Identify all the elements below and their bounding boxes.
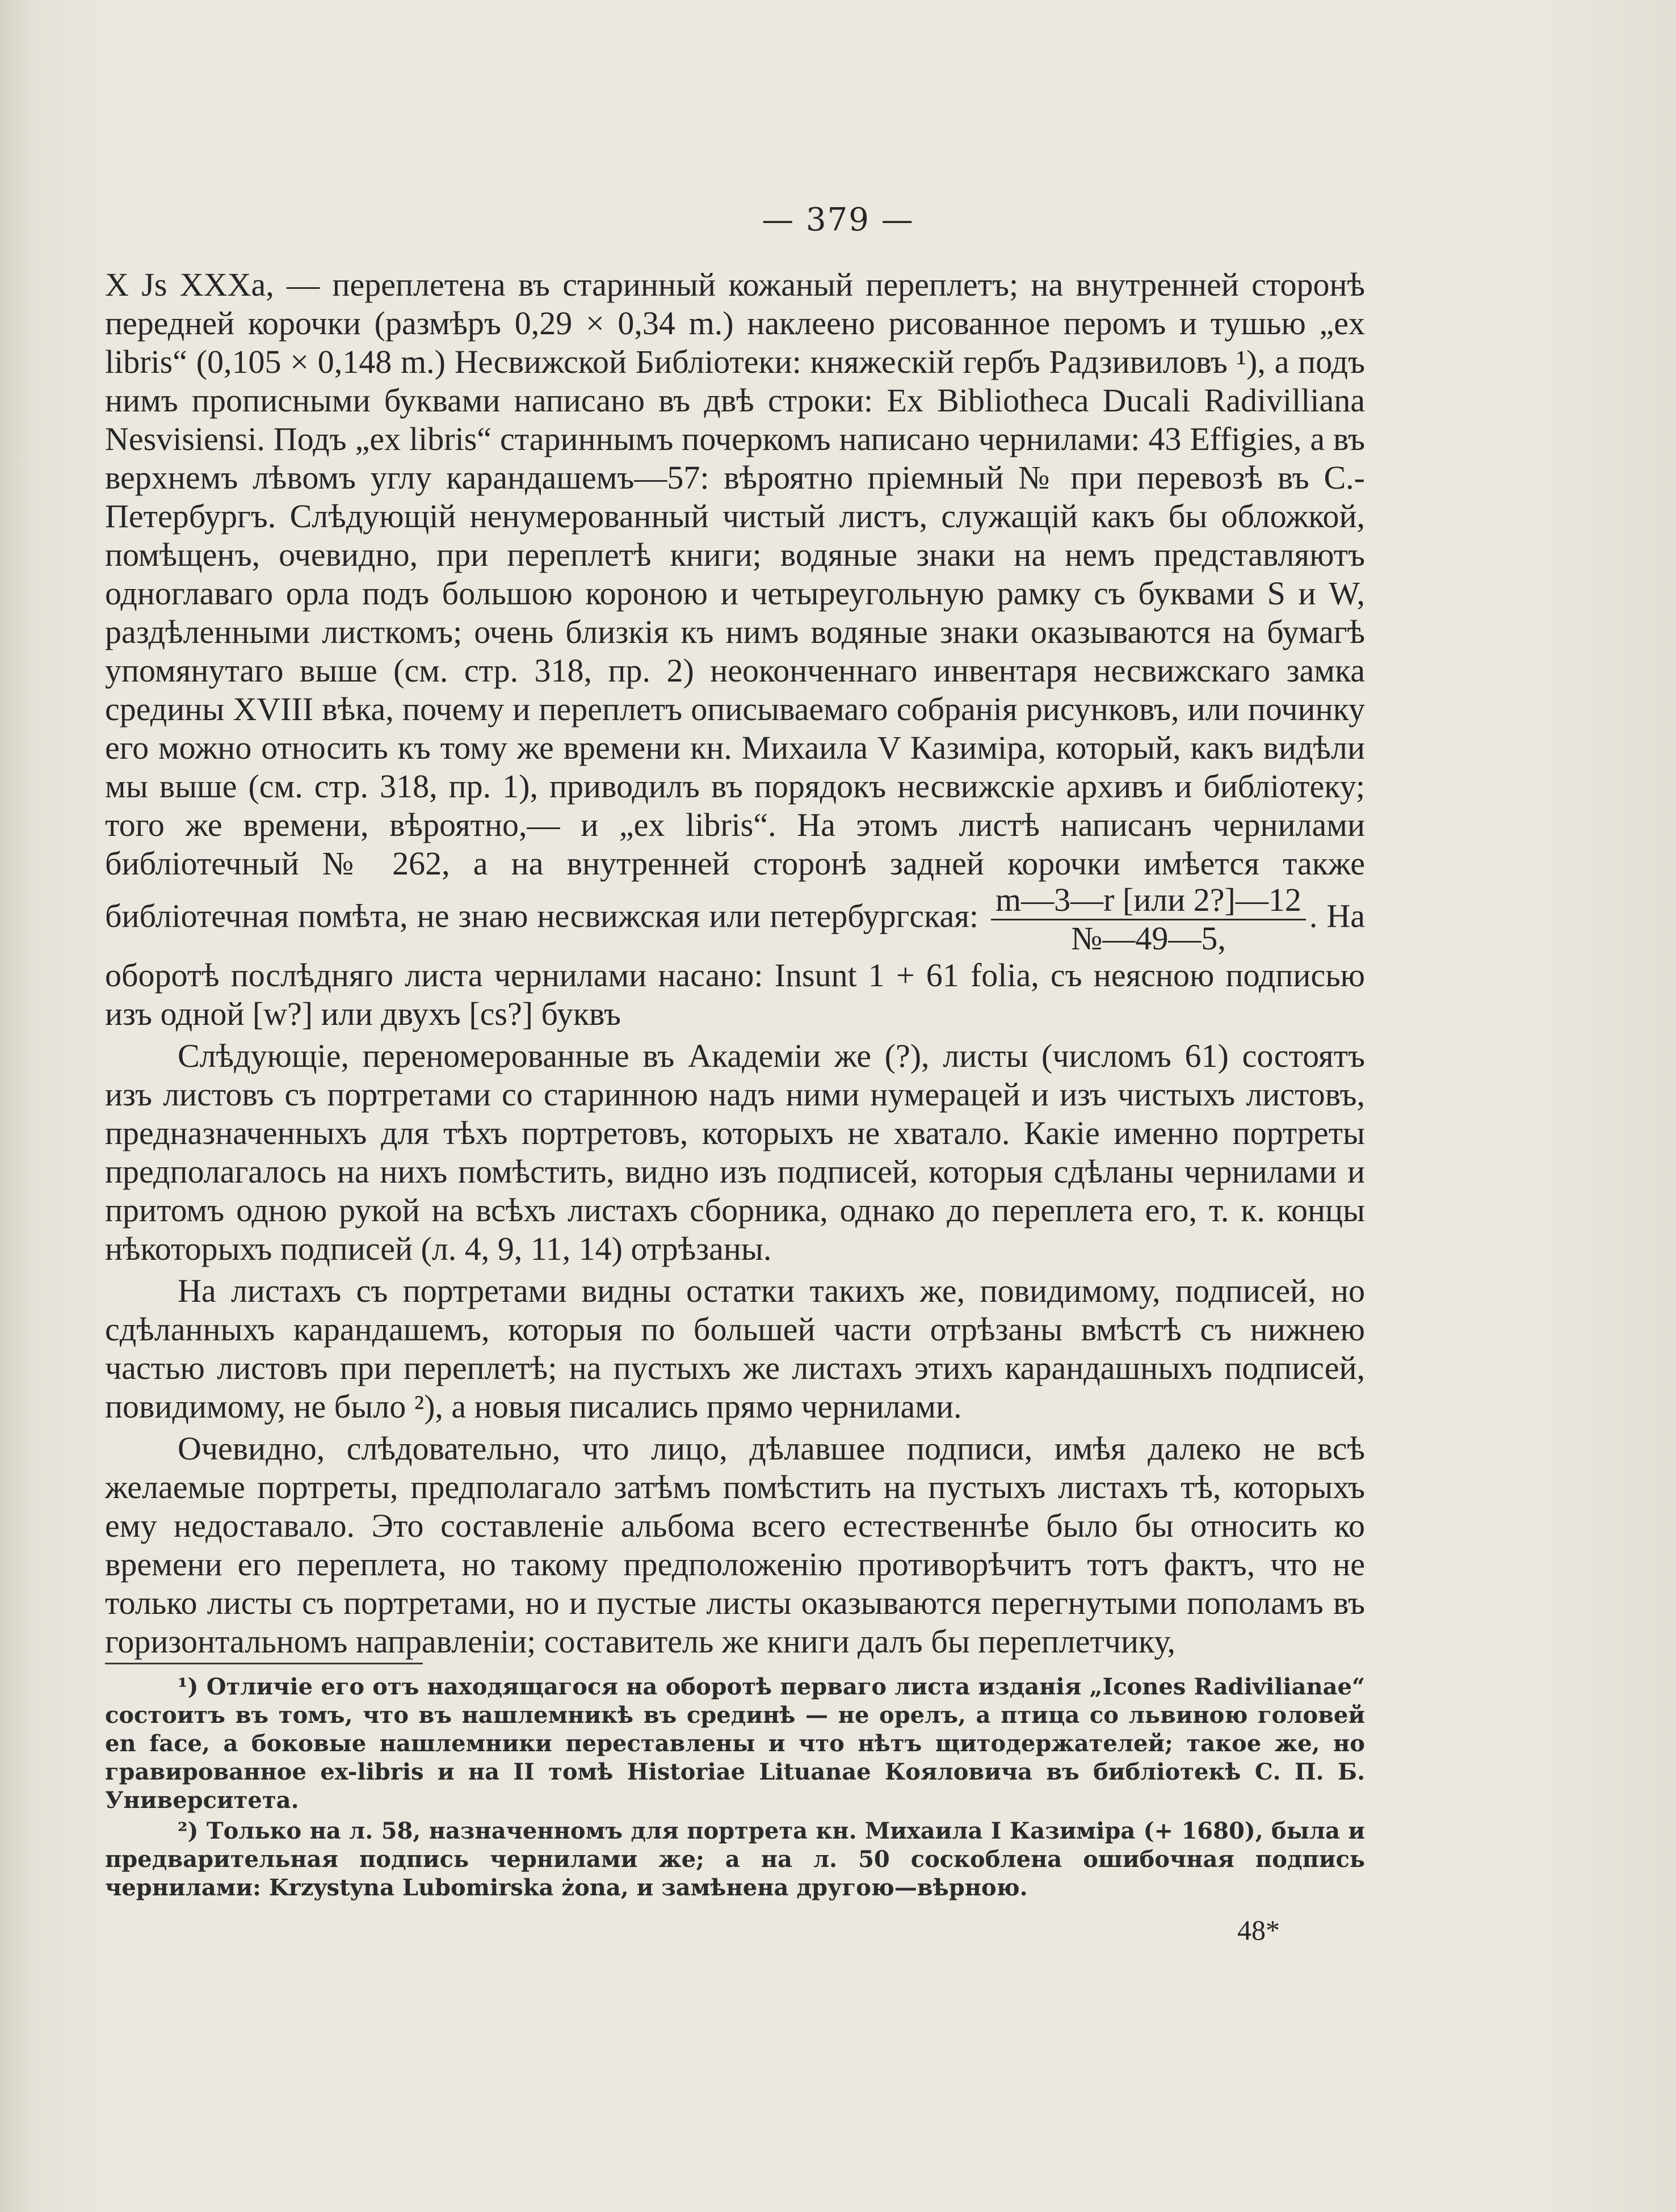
paragraph-4: Очевидно, слѣдовательно, что лицо, дѣлавшее подписи, имѣя далеко не всѣ желаемые портреты, предполагало затѣмъ помѣстить на пустыхъ листахъ тѣ, которыхъ ему недоставало. Это составленіе альбома всего естественнѣе было бы относить ко времени его переплета, но такому предположенію противорѣчитъ тотъ фактъ, что не только листы съ портретами, но и пустые листы оказываются перегнутыми пополамъ въ горизонтальномъ направленіи; составитель же книги далъ бы переплетчику, xyxy=(105,1429,1365,1660)
signature-mark: 48* xyxy=(1237,1914,1280,1946)
footnote-2: ²) Только на л. 58, назначенномъ для портрета кн. Михаила I Казиміра (+ 1680), была и предварительная подпись чернилами же; а на л. 50 соскоблена ошибочная подпись чернилами: Krzystyna Lubomirska żona, и замѣнена другою—вѣрною. xyxy=(105,1818,1365,1901)
fraction-shelfmark xyxy=(991,883,1306,956)
paragraph-2: Слѣдующіе, переномерованные въ Академіи же (?), листы (числомъ 61) состоятъ изъ листовъ съ портретами со старинною надъ ними нумерацей и изъ чистыхъ листовъ, предназначенныхъ для тѣхъ портретовъ, которыхъ не хватало. Какіе именно портреты предполагалось на нихъ помѣстить, видно изъ подписей, которыя сдѣланы чернилами и притомъ одною рукой на всѣхъ листахъ сборника, однако до переплета его, т. к. концы нѣкоторыхъ подписей (л. 4, 9, 11, 14) отрѣзаны. xyxy=(105,1037,1365,1267)
fraction-numerator: m—3—r [или 2?]—12 xyxy=(991,883,1306,920)
page-number: — 379 — xyxy=(762,201,914,238)
footnote-divider xyxy=(105,1663,423,1664)
paragraph-1-text: X Js XXXa, — переплетена въ старинный кожаный переплетъ; на внутренней сторонѣ передней корочки (размѣръ 0,29 × 0,34 m.) наклеено рисованное перомъ и тушью „ex libris“ (0,105 × 0,148 m.) Несвижской Библіотеки: княжескій гербъ Радзивиловъ ¹), а подъ нимъ прописными буквами написано въ двѣ строки: Ex Bibliotheca Ducali Radivilliana Nesvisiensi. Подъ „ex libris“ стариннымъ почеркомъ написано чернилами: 43 Effigies, а въ верхнемъ лѣвомъ углу карандашемъ—57: вѣроятно пріемный № при перевозѣ въ С.-Петербургъ. Слѣдующій ненумерованный чистый листъ, служащій какъ бы обложкой, помѣщенъ, очевидно, при переплетѣ книги; водяные знаки на немъ представляютъ одноглаваго орла подъ большою короною и четыреугольную рамку съ буквами S и W, раздѣленными листкомъ; очень близкія къ нимъ водяные знаки оказываются на бумагѣ упомянутаго выше (см. стр. 318, пр. 2) неоконченнаго инвентаря несвижскаго замка средины XVIII вѣка, почему и переплетъ описываемаго собранія рисунковъ, или починку его можно относить къ тому же времени кн. Михаила V Казиміра, который, какъ видѣли мы выше (см. стр. 318, пр. 1), приводилъ въ порядокъ несвижскіе архивъ и библіотеку; того же времени, вѣроятно,— и „ex libris“. На этомъ листѣ написанъ чернилами библіотечный № 262, а на внутренней сторонѣ задней корочки имѣется также библіотечная помѣта, не знаю несвижская или петербургская: xyxy=(105,266,1365,935)
body-text xyxy=(105,266,1365,1661)
footnote-1: ¹) Отличіе его отъ находящагося на оборотѣ перваго листа изданія „Icones Radivilianae“ состоитъ въ томъ, что въ нашлемникѣ въ срединѣ — не орелъ, а птица со львиною головей en face, а боковые нашлемники переставлены и что нѣтъ щитодержателей; такое же, но гравированное ex-libris и на II томѣ Historiae Lituanae Кояловича въ библіотекѣ С. П. Б. Университета. xyxy=(105,1673,1365,1814)
fraction-denominator: №—49—5, xyxy=(1071,919,1226,957)
paragraph-1 xyxy=(105,266,1365,1033)
paragraph-3: На листахъ съ портретами видны остатки такихъ же, повидимому, подписей, но сдѣланныхъ карандашемъ, которыя по большей части отрѣзаны вмѣстѣ съ нижнею частью листовъ при переплетѣ; на пустыхъ же листахъ этихъ карандашныхъ подписей, повидимому, не было ²), а новыя писались прямо чернилами. xyxy=(105,1272,1365,1425)
paragraph-1-text-end: . На оборотѣ послѣдняго листа чернилами насано: Insunt 1 + 61 folia, съ неясною подписью изъ одной [w?] или двухъ [cs?] буквъ xyxy=(105,897,1365,1032)
footnotes xyxy=(105,1673,1365,1904)
